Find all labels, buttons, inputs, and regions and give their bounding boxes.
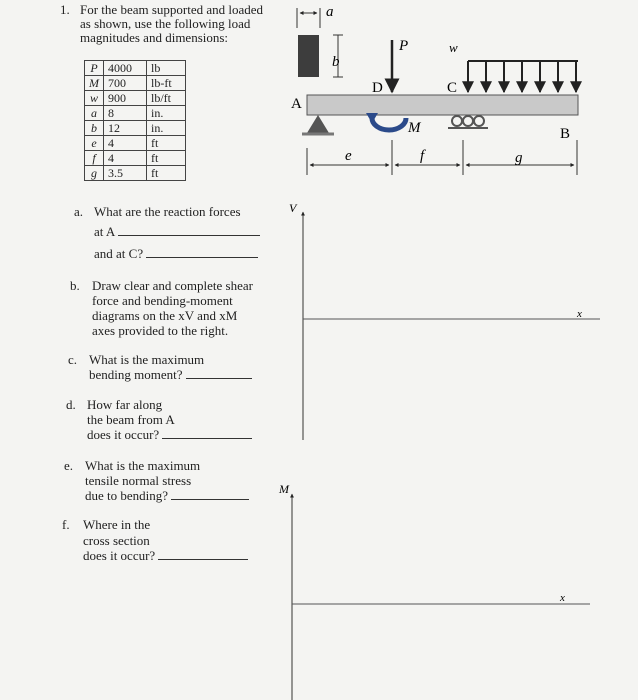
label-D: D: [372, 80, 383, 96]
values-table-value: 8: [104, 106, 147, 121]
values-table-unit: lb: [147, 61, 186, 76]
question-a-at-a-text: at A: [94, 224, 115, 239]
values-table-unit: lb/ft: [147, 91, 186, 106]
question-f-label: f.: [62, 517, 70, 532]
question-b-label: b.: [70, 278, 80, 293]
label-b: b: [332, 54, 340, 70]
moment-axis-x-label: x: [560, 592, 565, 604]
shear-axis-x-label: x: [577, 308, 582, 320]
values-table-symbol: b: [85, 121, 104, 136]
values-table-unit: ft: [147, 151, 186, 166]
values-table-value: 12: [104, 121, 147, 136]
question-b-line-4: axes provided to the right.: [92, 323, 229, 338]
question-d-line-3-text: does it occur?: [87, 427, 160, 442]
label-a: a: [326, 4, 334, 20]
values-table-value: 3.5: [104, 166, 147, 181]
pin-support-a: [307, 115, 329, 133]
question-a-text: What are the reaction forces: [94, 204, 241, 219]
label-B: B: [560, 126, 571, 142]
question-b-line-2: force and bending-moment: [92, 293, 233, 308]
values-table-value: 900: [104, 91, 147, 106]
label-w: w: [449, 40, 458, 55]
label-C: C: [447, 80, 458, 96]
values-table-unit: ft: [147, 166, 186, 181]
question-b-line-1: Draw clear and complete shear: [92, 278, 253, 293]
values-table-symbol: f: [85, 151, 104, 166]
label-P: P: [399, 38, 409, 54]
values-table-symbol: w: [85, 91, 104, 106]
distributed-load-w: [468, 61, 578, 92]
problem-intro-line-2: as shown, use the following load: [80, 16, 251, 31]
moment-axis-y-label: M: [279, 482, 289, 496]
question-f-line-3-text: does it occur?: [83, 548, 156, 563]
label-M: M: [408, 120, 421, 136]
label-A: A: [291, 96, 302, 112]
question-c-line-2-text: bending moment?: [89, 367, 183, 382]
values-table-unit: in.: [147, 106, 186, 121]
values-table-unit: lb-ft: [147, 76, 186, 91]
question-e-line-3-text: due to bending?: [85, 488, 169, 503]
couple-M: [372, 118, 406, 130]
question-a-label: a.: [74, 204, 84, 219]
beam: [307, 95, 578, 115]
values-table-unit: in.: [147, 121, 186, 136]
values-table-symbol: M: [85, 76, 104, 91]
values-table-unit: ft: [147, 136, 186, 151]
question-d-label: d.: [66, 397, 76, 412]
question-f-line-2: cross section: [83, 533, 150, 548]
problem-intro-line-3: magnitudes and dimensions:: [80, 30, 229, 45]
question-b-line-3: diagrams on the xV and xM: [92, 308, 238, 323]
question-d-line-2: the beam from A: [87, 412, 175, 427]
question-e-line-1: What is the maximum: [85, 458, 201, 473]
shear-axes[interactable]: [303, 212, 600, 440]
values-table-symbol: P: [85, 61, 104, 76]
values-table-value: 4: [104, 136, 147, 151]
values-table-symbol: e: [85, 136, 104, 151]
values-table-value: 700: [104, 76, 147, 91]
question-e-label: e.: [64, 458, 74, 473]
problem-number: 1.: [60, 2, 70, 17]
roller-support-c: [448, 116, 488, 128]
values-table-symbol: g: [85, 166, 104, 181]
cross-section: [298, 35, 319, 77]
question-c-label: c.: [68, 352, 78, 367]
label-g: g: [515, 150, 523, 166]
values-table-value: 4000: [104, 61, 147, 76]
question-c-line-1: What is the maximum: [89, 352, 205, 367]
question-a-at-c-text: and at C?: [94, 246, 144, 261]
values-table-value: 4: [104, 151, 147, 166]
problem-intro-line-1: For the beam supported and loaded: [80, 2, 264, 17]
moment-axes[interactable]: [292, 494, 590, 700]
question-d-line-1: How far along: [87, 397, 163, 412]
question-f-line-1: Where in the: [83, 517, 151, 532]
label-e: e: [345, 148, 352, 164]
values-table-symbol: a: [85, 106, 104, 121]
label-f: f: [420, 148, 425, 164]
question-e-line-2: tensile normal stress: [85, 473, 192, 488]
shear-axis-y-label: V: [289, 201, 297, 215]
dimension-a: [297, 8, 320, 28]
